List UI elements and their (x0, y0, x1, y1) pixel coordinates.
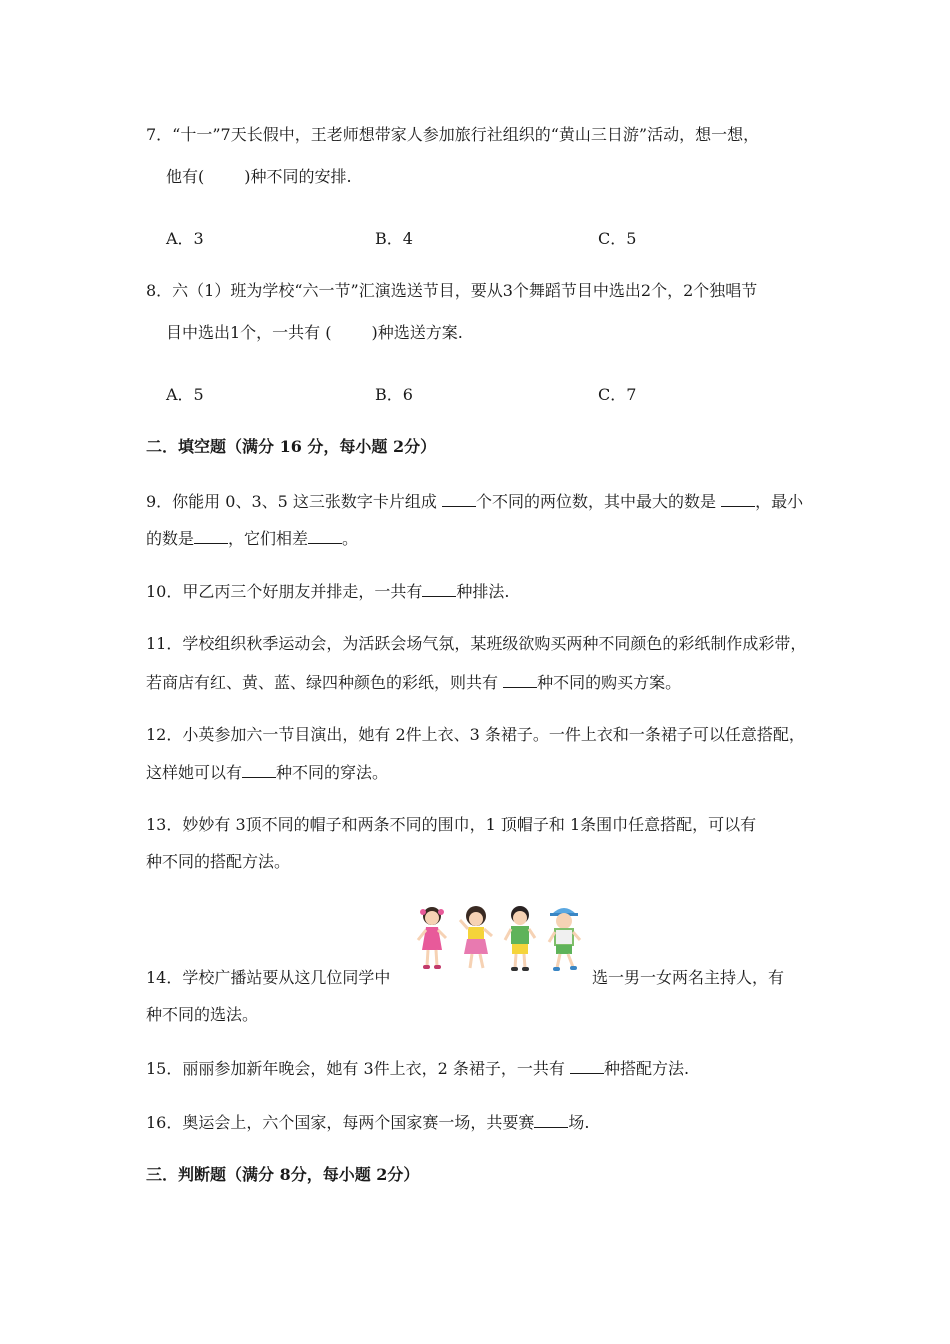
section2-title: 二．填空题（满分 16 分，每小题 2分） (146, 437, 437, 456)
boy-figure-1 (505, 906, 535, 971)
q9-blank-max[interactable] (721, 490, 755, 507)
q9-text-5: ，它们相差 (228, 529, 309, 548)
boy-figure-2 (549, 908, 580, 971)
q16-line (146, 1111, 589, 1133)
q16-blank[interactable] (534, 1111, 568, 1128)
q7-line2-end: )种不同的安排. (244, 167, 352, 186)
q9-text-4: 的数是 (146, 529, 195, 548)
q9-text-3: ，最小 (755, 492, 804, 511)
q14-line2: 种不同的选法。 (146, 1005, 259, 1024)
q12-line1: 12．小英参加六一节目演出，她有 2件上衣、3 条裙子。一件上衣和一条裙子可以任意搭配， (146, 725, 805, 744)
q14-line1-start: 14．学校广播站要从这几位同学中 (146, 968, 391, 987)
q15-text-1: 15．丽丽参加新年晚会，她有 3件上衣，2 条裙子，一共有 (146, 1059, 570, 1078)
q7-option-b[interactable]: B．4 (375, 229, 413, 248)
q11-blank[interactable] (503, 671, 537, 688)
q15-blank[interactable] (570, 1057, 604, 1074)
q7-option-c[interactable]: C．5 (598, 229, 637, 248)
q9-text-2: 个不同的两位数，其中最大的数是 (475, 492, 722, 511)
q10-text-1: 10．甲乙丙三个好朋友并排走，一共有 (146, 582, 423, 601)
q12-text-2: 种不同的穿法。 (276, 763, 389, 782)
q12-line2 (146, 761, 388, 783)
q15-text-2: 种搭配方法. (603, 1059, 690, 1078)
q10-blank[interactable] (422, 580, 456, 597)
q10-line (146, 580, 509, 602)
q9-blank-min[interactable] (194, 527, 228, 544)
q8-line2 (166, 322, 463, 344)
q11-line2 (146, 671, 681, 693)
q14-line1-end: 选一男一女两名主持人，有 (592, 968, 785, 987)
q11-line1: 11．学校组织秋季运动会，为活跃会场气氛，某班级欲购买两种不同颜色的彩纸制作成彩带， (146, 634, 807, 653)
q11-text-2: 种不同的购买方案。 (537, 673, 682, 692)
girl-figure-2 (460, 906, 492, 968)
q8-option-b[interactable]: B．6 (375, 385, 413, 404)
q7-line2-start: 他有( (166, 167, 205, 186)
q8-line1: 8．六（1）班为学校“六一节”汇演选送节目，要从3个舞蹈节目中选出2个，2个独唱节 (146, 281, 758, 300)
q13-line1: 13．妙妙有 3顶不同的帽子和两条不同的围巾，1 顶帽子和 1条围巾任意搭配，可以有 (146, 815, 757, 834)
q9-text-6: 。 (342, 529, 359, 548)
q7-line2 (166, 166, 352, 188)
q8-option-a[interactable]: A．5 (166, 385, 204, 404)
q7-option-a[interactable]: A．3 (166, 229, 204, 248)
girl-figure-1 (418, 907, 446, 969)
q8-line2-end: )种选送方案. (371, 323, 463, 342)
q9-blank-diff[interactable] (308, 527, 342, 544)
q12-blank[interactable] (242, 761, 276, 778)
q13-line2: 种不同的搭配方法。 (146, 852, 291, 871)
children-illustration (410, 904, 588, 978)
q12-text-1: 这样她可以有 (146, 763, 243, 782)
q7-line1: 7．“十一”7天长假中，王老师想带家人参加旅行社组织的“黄山三日游”活动，想一想， (146, 125, 760, 144)
q9-line2 (146, 527, 358, 549)
q9-blank-count[interactable] (442, 490, 476, 507)
q10-text-2: 种排法. (456, 582, 510, 601)
q11-text-1: 若商店有红、黄、蓝、绿四种颜色的彩纸，则共有 (146, 673, 504, 692)
q9-text-1: 9．你能用 0、3、5 这三张数字卡片组成 (146, 492, 442, 511)
q15-line (146, 1057, 689, 1079)
section3-title: 三．判断题（满分 8分，每小题 2分） (146, 1165, 420, 1184)
q9-line1 (146, 490, 803, 512)
q16-text-2: 场. (568, 1113, 590, 1132)
q8-line2-start: 目中选出1个，一共有 ( (166, 323, 332, 342)
q16-text-1: 16．奥运会上，六个国家，每两个国家赛一场，共要赛 (146, 1113, 535, 1132)
q8-option-c[interactable]: C．7 (598, 385, 637, 404)
